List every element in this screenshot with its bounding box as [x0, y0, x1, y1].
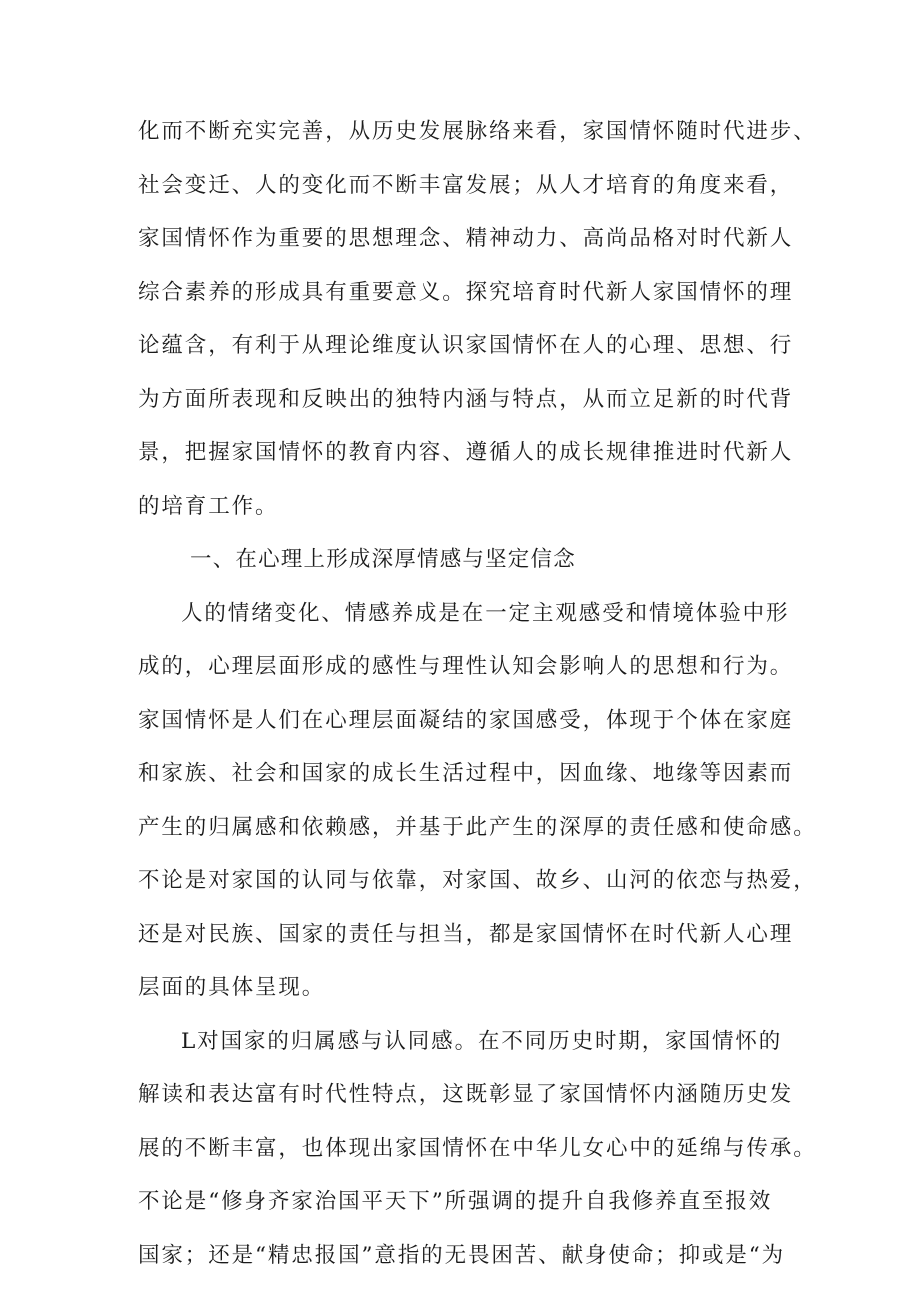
paragraph-3 [138, 1015, 817, 1283]
text-line: 家国情怀作为重要的思想理念、精神动力、高尚品格对时代新人 [138, 226, 794, 251]
text-line: 层面的具体呈现。 [138, 975, 326, 1000]
text-line: 国家；还是“精忠报国”意指的无畏困苦、献身使命；抑或是“为 [138, 1242, 786, 1268]
text-line: 综合素养的形成具有重要意义。探究培育时代新人家国情怀的理 [138, 279, 794, 305]
text-line: 还是对民族、国家的责任与担当，都是家国情怀在时代新人心理 [138, 921, 794, 947]
text-line: 的培育工作。 [138, 493, 279, 519]
text-line: 社会变迁、人的变化而不断丰富发展；从人才培育的角度来看， [138, 172, 794, 198]
text-line: 不论是“修身齐家治国平天下”所强调的提升自我修养直至报效 [138, 1189, 773, 1214]
section-heading: 一、在心理上形成深厚情感与坚定信念 [190, 547, 576, 572]
text-line: L对国家的归属感与认同感。在不同历史时期，家国情怀的 [181, 1028, 783, 1054]
text-line: 家国情怀是人们在心理层面凝结的家国感受，体现于个体在家庭 [138, 707, 794, 733]
text-line: 不论是对家国的认同与依靠，对家国、故乡、山河的依恋与热爱， [138, 868, 817, 893]
text-line: 论蕴含，有利于从理论维度认识家国情怀在人的心理、思想、行 [138, 333, 794, 358]
text-line: 解读和表达富有时代性特点，这既彰显了家国情怀内涵随历史发 [138, 1082, 794, 1107]
paragraph-2 [138, 587, 817, 1015]
text-line: 人的情绪变化、情感养成是在一定主观感受和情境体验中形 [181, 600, 790, 626]
text-line: 景，把握家国情怀的教育内容、遵循人的成长规律推进时代新人 [138, 440, 794, 465]
text-line: 和家族、社会和国家的成长生活过程中，因血缘、地缘等因素而 [138, 761, 794, 786]
paragraph-1 [138, 105, 817, 533]
text-line: 产生的归属感和依赖感，并基于此产生的深厚的责任感和使命感。 [138, 814, 817, 840]
text-line: 成的，心理层面形成的感性与理性认知会影响人的思想和行为。 [138, 654, 794, 679]
document-body [138, 105, 817, 1282]
text-line: 展的不断丰富，也体现出家国情怀在中华儿女心中的延绵与传承。 [138, 1135, 817, 1161]
text-line: 化而不断充实完善，从历史发展脉络来看，家国情怀随时代进步、 [138, 119, 817, 144]
text-line: 为方面所表现和反映出的独特内涵与特点，从而立足新的时代背 [138, 386, 794, 412]
